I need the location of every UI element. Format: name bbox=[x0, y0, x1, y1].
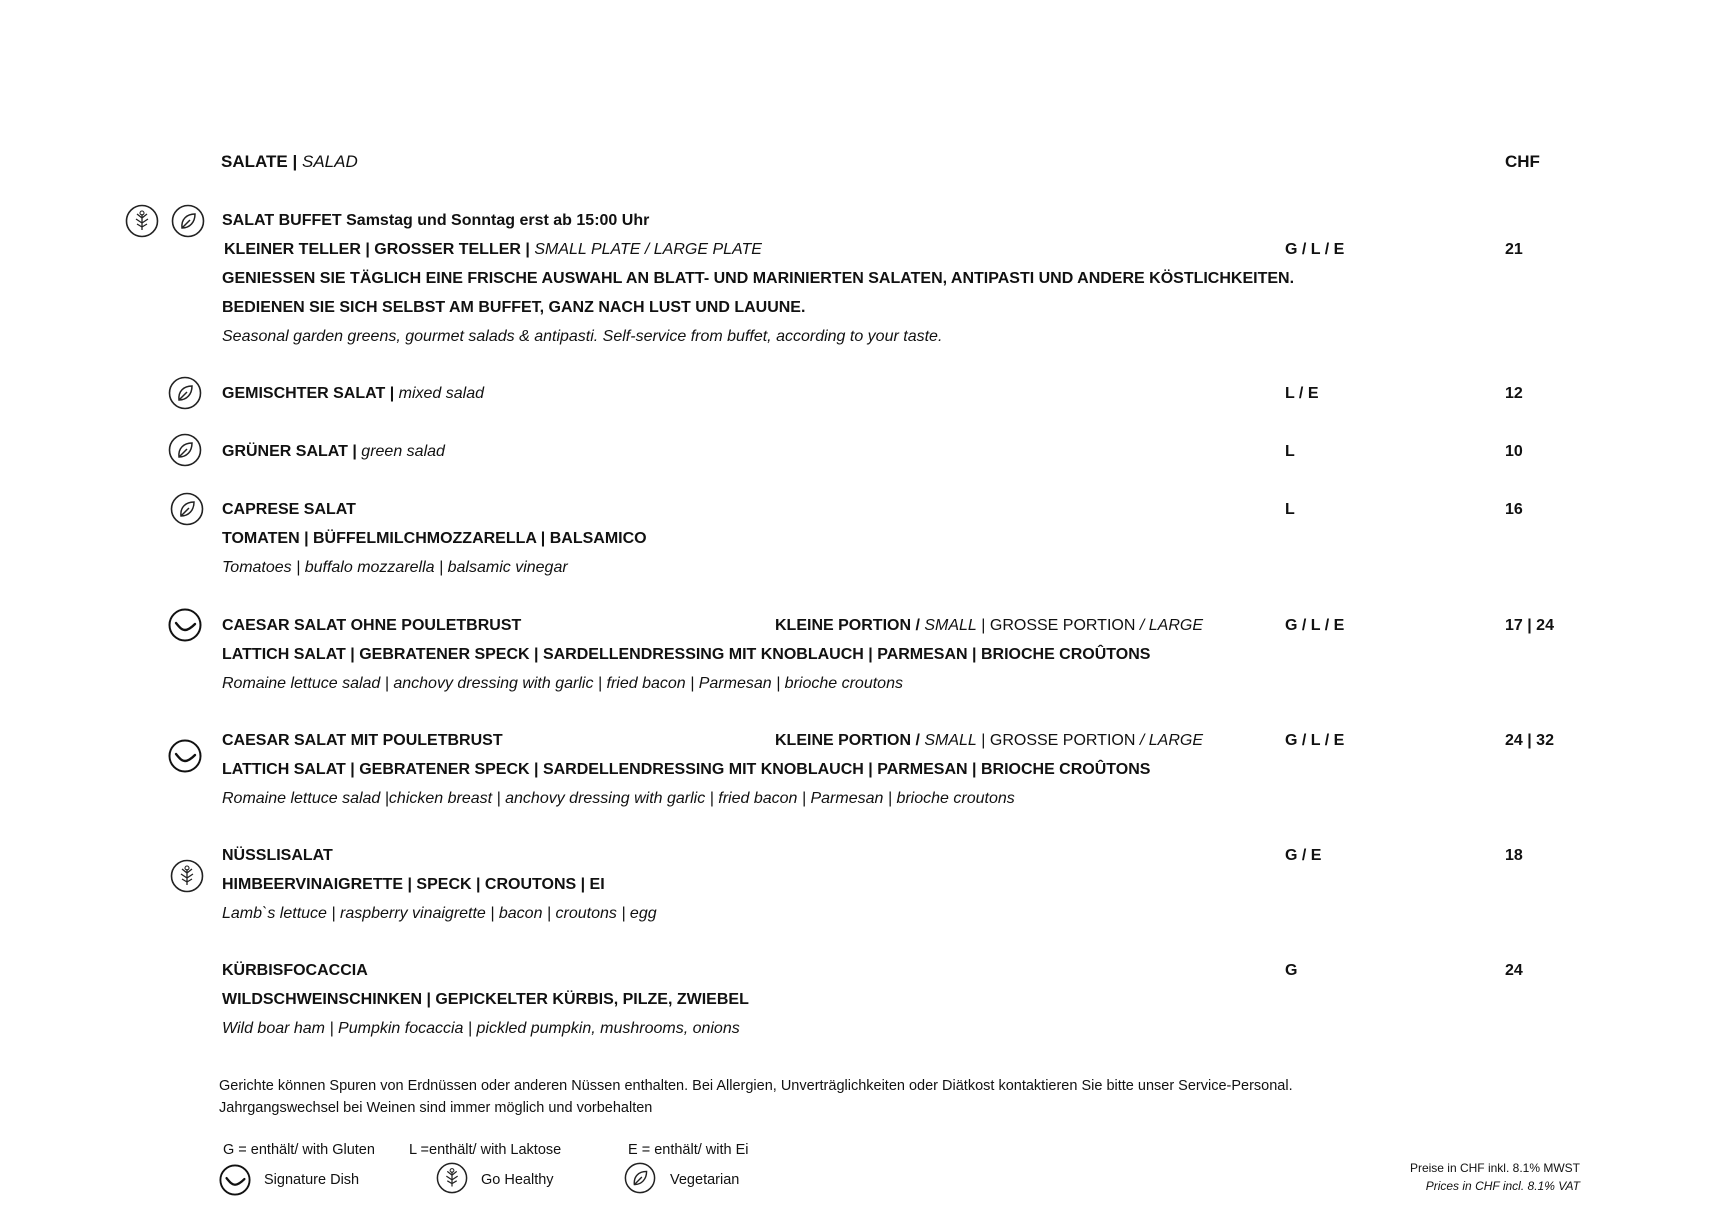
go-healthy-icon bbox=[170, 859, 204, 893]
legend-lactose: L =enthält/ with Laktose bbox=[409, 1142, 562, 1158]
legend-vegetarian-label: Vegetarian bbox=[670, 1172, 740, 1188]
item-name-de: GEMISCHTER SALAT | bbox=[222, 385, 395, 402]
wine-vintage-note: Jahrgangswechsel bei Weinen sind immer möglich und vorbehalten bbox=[219, 1100, 653, 1116]
price-note-de: Preise in CHF inkl. 8.1% MWST bbox=[1409, 1161, 1580, 1175]
signature-dish-icon bbox=[168, 608, 202, 642]
section-title-sep: | bbox=[292, 152, 298, 171]
item-allergens: G / L / E bbox=[1285, 241, 1345, 258]
item-name: CAPRESE SALAT bbox=[222, 501, 356, 518]
item-description-en: Wild boar ham | Pumpkin focaccia | pickled pumpkin, mushrooms, onions bbox=[222, 1020, 740, 1037]
legend-gluten: G = enthält/ with Gluten bbox=[223, 1142, 375, 1158]
portion-large-en: / LARGE bbox=[1139, 617, 1203, 634]
item-name bbox=[222, 443, 445, 461]
item-price: 12 bbox=[1505, 385, 1523, 402]
portion-options bbox=[775, 617, 1203, 635]
item-allergens: G / E bbox=[1285, 847, 1322, 864]
item-description-en: Seasonal garden greens, gourmet salads & antipasti. Self-service from buffet, according to your taste. bbox=[222, 328, 943, 345]
portion-small-de: KLEINE PORTION / bbox=[775, 732, 920, 749]
item-allergens: G / L / E bbox=[1285, 732, 1345, 749]
item-description-de: LATTICH SALAT | GEBRATENER SPECK | SARDELLENDRESSING MIT KNOBLAUCH | PARMESAN | BRIOCHE CROÛTONS bbox=[222, 646, 1151, 663]
item-description-en: Lamb`s lettuce | raspberry vinaigrette | bacon | croutons | egg bbox=[222, 905, 657, 922]
vegetarian-leaf-icon bbox=[624, 1162, 656, 1194]
item-description-en: Romaine lettuce salad |chicken breast | anchovy dressing with garlic | fried bacon | Parmesan | brioche croutons bbox=[222, 790, 1015, 807]
item-name-en: mixed salad bbox=[398, 385, 485, 402]
vegetarian-leaf-icon bbox=[168, 376, 202, 410]
item-allergens: G / L / E bbox=[1285, 617, 1345, 634]
item-allergens: G bbox=[1285, 962, 1298, 979]
item-price: 10 bbox=[1505, 443, 1523, 460]
item-description-de: GENIESSEN SIE TÄGLICH EINE FRISCHE AUSWAHL AN BLATT- UND MARINIERTEN SALATEN, ANTIPASTI UND ANDERE KÖSTLICHKEITEN. bbox=[222, 270, 1295, 287]
item-description-de: BEDIENEN SIE SICH SELBST AM BUFFET, GANZ NACH LUST UND LAUUNE. bbox=[222, 299, 806, 316]
item-name: KÜRBISFOCACCIA bbox=[222, 962, 368, 979]
section-title-de: SALATE bbox=[221, 152, 288, 171]
item-description-en: Romaine lettuce salad | anchovy dressing with garlic | fried bacon | Parmesan | brioche croutons bbox=[222, 675, 903, 692]
item-description-de: TOMATEN | BÜFFELMILCHMOZZARELLA | BALSAMICO bbox=[222, 530, 647, 547]
item-price: 17 | 24 bbox=[1505, 617, 1554, 634]
item-subtitle-de: KLEINER TELLER | GROSSER TELLER | bbox=[224, 241, 530, 258]
vegetarian-leaf-icon bbox=[170, 492, 204, 526]
item-allergens: L bbox=[1285, 501, 1295, 518]
allergy-note: Gerichte können Spuren von Erdnüssen oder anderen Nüssen enthalten. Bei Allergien, Unverträglichkeiten oder Diätkost kontaktieren Sie bitte unser Service-Personal. bbox=[219, 1078, 1293, 1094]
item-name bbox=[222, 385, 484, 403]
item-name: CAESAR SALAT MIT POULETBRUST bbox=[222, 732, 503, 749]
item-subtitle bbox=[224, 241, 762, 259]
item-description-de: HIMBEERVINAIGRETTE | SPECK | CROUTONS | EI bbox=[222, 876, 605, 893]
item-price: 24 | 32 bbox=[1505, 732, 1554, 749]
item-price: 18 bbox=[1505, 847, 1523, 864]
item-description-de: WILDSCHWEINSCHINKEN | GEPICKELTER KÜRBIS, PILZE, ZWIEBEL bbox=[222, 991, 749, 1008]
item-allergens: L bbox=[1285, 443, 1295, 460]
portion-small-de: KLEINE PORTION / bbox=[775, 617, 920, 634]
item-price: 21 bbox=[1505, 241, 1523, 258]
vegetarian-leaf-icon bbox=[168, 433, 202, 467]
go-healthy-icon bbox=[436, 1162, 468, 1194]
item-subtitle-en: SMALL PLATE / LARGE PLATE bbox=[534, 241, 762, 258]
vegetarian-leaf-icon bbox=[171, 204, 205, 238]
portion-small-en: SMALL bbox=[924, 617, 977, 634]
item-price: 16 bbox=[1505, 501, 1523, 518]
portion-options bbox=[775, 732, 1203, 750]
item-name: NÜSSLISALAT bbox=[222, 847, 333, 864]
item-name: CAESAR SALAT OHNE POULETBRUST bbox=[222, 617, 522, 634]
portion-large-de: GROSSE PORTION bbox=[989, 732, 1136, 749]
item-description-de: LATTICH SALAT | GEBRATENER SPECK | SARDELLENDRESSING MIT KNOBLAUCH | PARMESAN | BRIOCHE CROÛTONS bbox=[222, 761, 1151, 778]
section-title bbox=[221, 152, 358, 172]
legend-healthy-label: Go Healthy bbox=[481, 1172, 554, 1188]
item-name: SALAT BUFFET Samstag und Sonntag erst ab 15:00 Uhr bbox=[222, 212, 650, 229]
portion-small-en: SMALL bbox=[924, 732, 977, 749]
legend-signature-label: Signature Dish bbox=[264, 1172, 360, 1188]
currency-header: CHF bbox=[1505, 152, 1540, 171]
legend-egg: E = enthält/ with Ei bbox=[628, 1142, 749, 1158]
item-price: 24 bbox=[1505, 962, 1523, 979]
item-allergens: L / E bbox=[1285, 385, 1319, 402]
signature-dish-icon bbox=[168, 739, 202, 773]
portion-sep: | bbox=[981, 732, 986, 749]
item-name-de: GRÜNER SALAT | bbox=[222, 443, 357, 460]
go-healthy-icon bbox=[125, 204, 159, 238]
portion-large-de: GROSSE PORTION bbox=[989, 617, 1136, 634]
portion-large-en: / LARGE bbox=[1139, 732, 1203, 749]
item-name-en: green salad bbox=[361, 443, 445, 460]
portion-sep: | bbox=[981, 617, 986, 634]
signature-dish-icon bbox=[219, 1164, 251, 1196]
section-title-en: SALAD bbox=[301, 152, 358, 171]
item-description-en: Tomatoes | buffalo mozzarella | balsamic vinegar bbox=[222, 559, 568, 576]
price-note-en: Prices in CHF incl. 8.1% VAT bbox=[1425, 1179, 1580, 1193]
